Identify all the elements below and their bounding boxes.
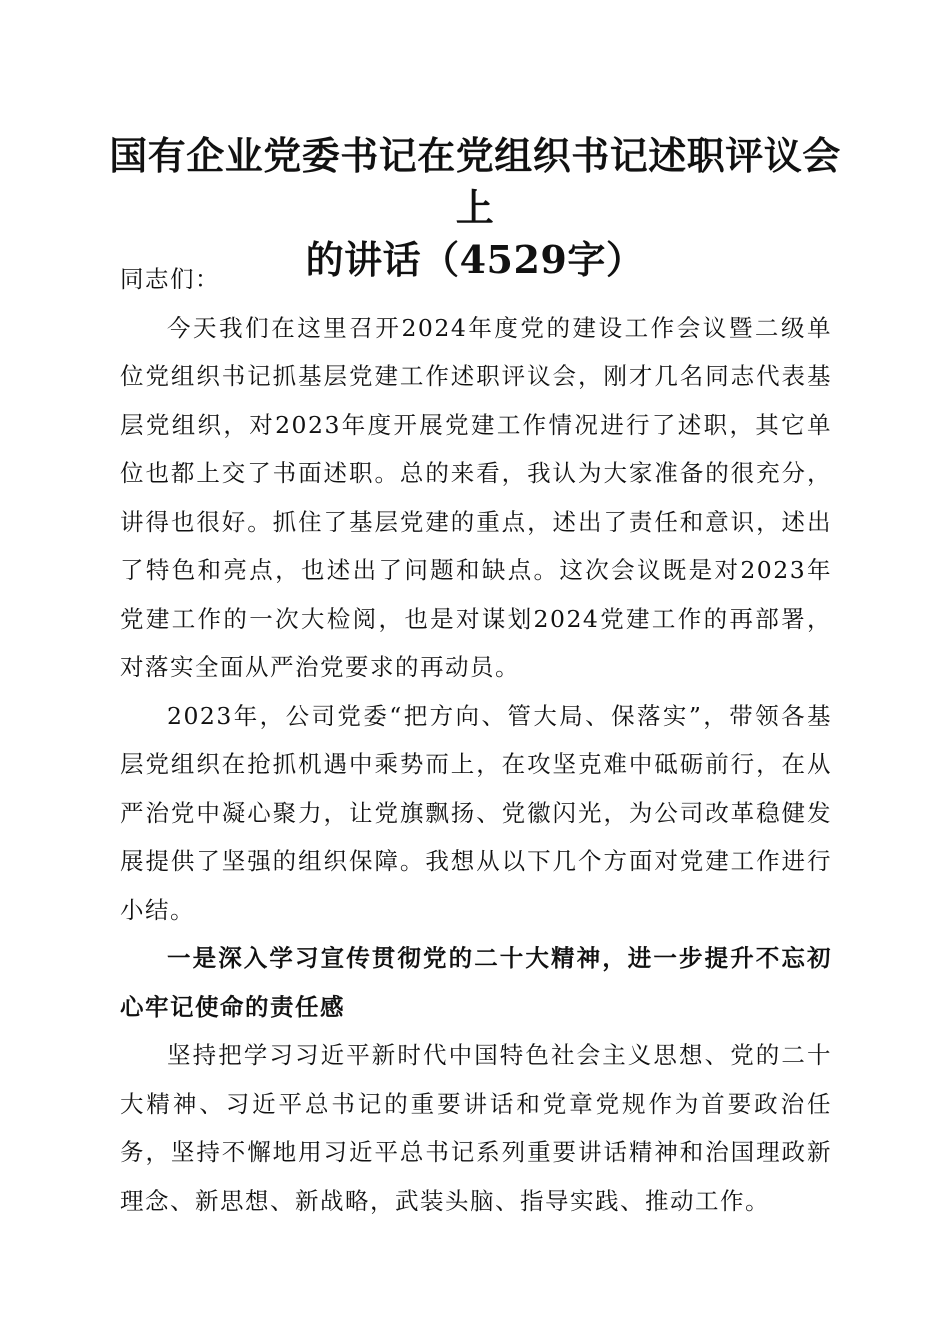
section-paragraph: 坚持把学习习近平新时代中国特色社会主义思想、党的二十大精神、习近平总书记的重要讲话和党章党规作为首要政治任务，坚持不懈地用习近平总书记系列重要讲话精神和治国理政新理念、新思想、新战略，武装头脑、指导实践、推动工作。 xyxy=(120,1041,832,1215)
title-line-2: 的讲话（4529字） xyxy=(305,237,645,282)
section-heading: 一是深入学习宣传贯彻党的二十大精神，进一步提升不忘初心牢记使命的责任感 xyxy=(120,944,832,1021)
document-body xyxy=(120,255,832,1225)
salutation: 同志们： xyxy=(120,265,220,293)
paragraph-summary-2023: 2023年，公司党委“把方向、管大局、保落实”，带领各基层党组织在抢抓机遇中乘势而上，在攻坚克难中砥砺前行，在从严治党中凝心聚力，让党旗飘扬、党徽闪光，为公司改革稳健发展提供了坚强的组织保障。我想从以下几个方面对党建工作进行小结。 xyxy=(120,701,832,924)
paragraph-opening: 今天我们在这里召开2024年度党的建设工作会议暨二级单位党组织书记抓基层党建工作述职评议会，刚才几名同志代表基层党组织，对2023年度开展党建工作情况进行了述职，其它单位也都上交了书面述职。总的来看，我认为大家准备的很充分，讲得也很好。抓住了基层党建的重点，述出了责任和意识，述出了特色和亮点，也述出了问题和缺点。这次会议既是对2023年党建工作的一次大检阅，也是对谋划2024党建工作的再部署，对落实全面从严治党要求的再动员。 xyxy=(120,313,832,681)
title-line-1: 国有企业党委书记在党组织书记述职评议会上 xyxy=(109,133,841,230)
